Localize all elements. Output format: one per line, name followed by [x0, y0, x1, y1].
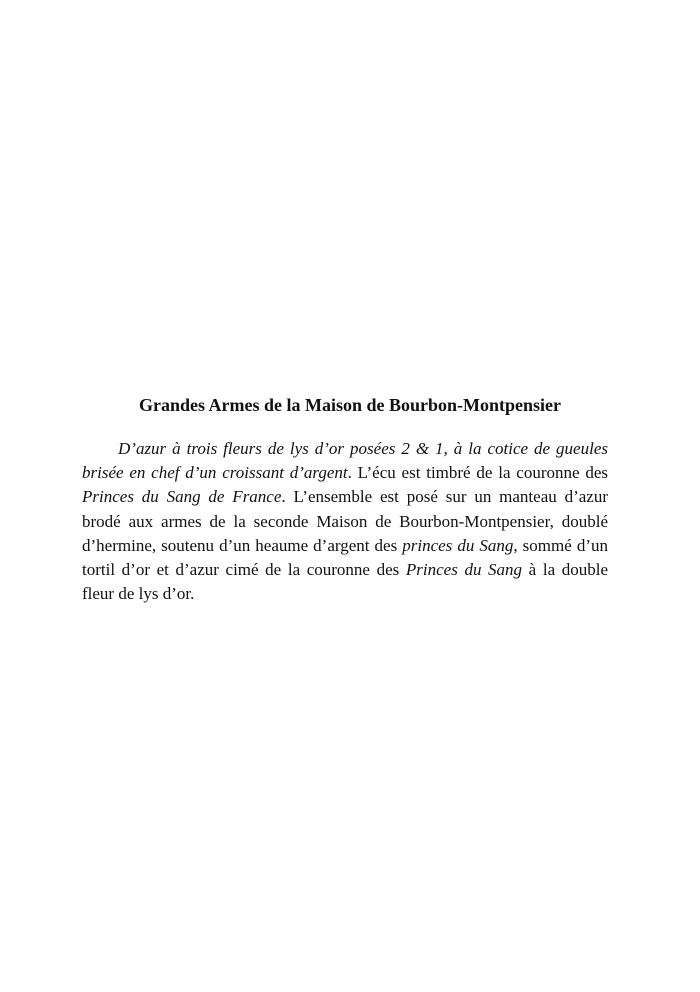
paragraph-text-1: . L’écu est timbré de la couronne des: [347, 463, 608, 483]
page-title: Grandes Armes de la Maison de Bourbon-Montpensier: [138, 395, 561, 415]
princes-du-sang-de-france-text: Princes du Sang de France: [82, 487, 282, 507]
blazon-paragraph: [82, 437, 608, 606]
paragraph-text-4: à la double fleur de lys d’or.: [82, 560, 608, 604]
princes-du-sang-text-1: princes du Sang: [402, 535, 514, 555]
paragraph-text-2: . L’ensemble est posé sur un manteau d’azur brodé aux armes de la seconde Maison de Bourbon-Montpensier, doublé d’hermine, soutenu d’un heaume d’argent des: [82, 487, 608, 555]
princes-du-sang-text-2: Princes du Sang: [405, 560, 523, 580]
paragraph-text-3: , sommé d’un tortil d’or et d’azur cimé de la couronne des: [82, 535, 608, 580]
blazon-arms-text: D’azur à trois fleurs de lys d’or posées 2 & 1, à la cotice de gueules brisée en chef d’un croissant d’argent: [82, 439, 608, 483]
